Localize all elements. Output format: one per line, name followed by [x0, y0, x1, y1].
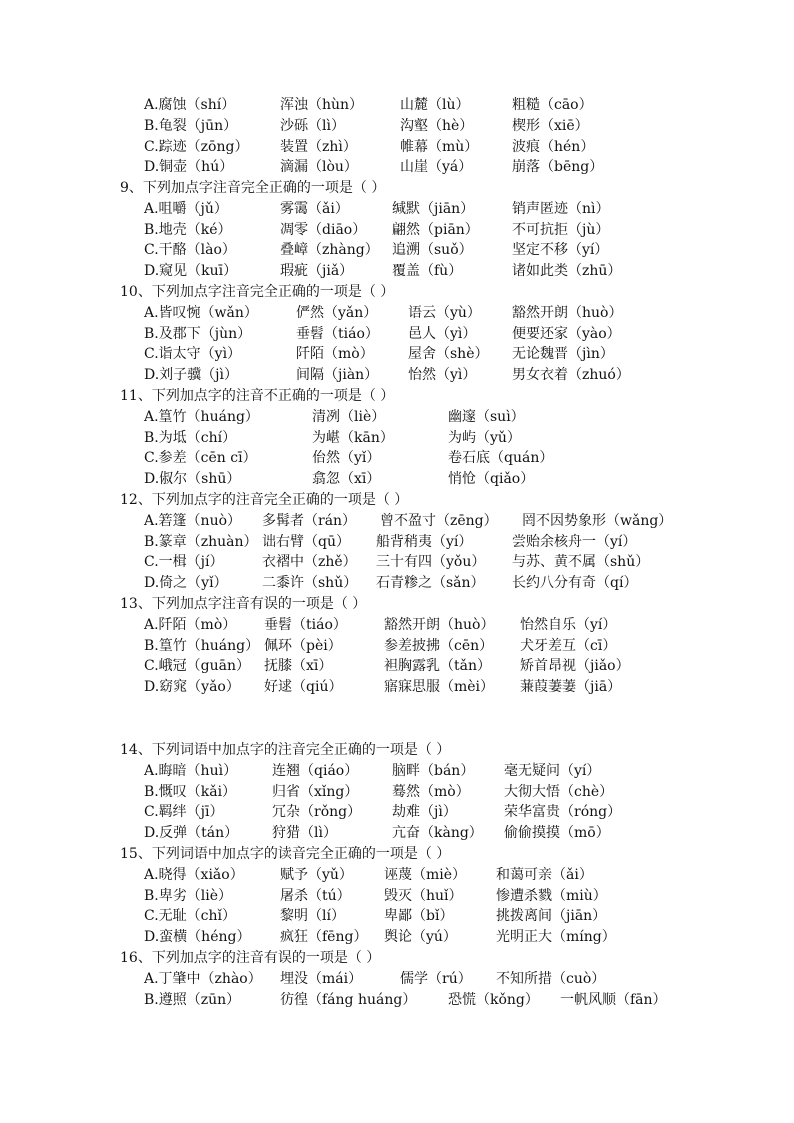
- option-d-word-4: 诸如此类（zhū）: [512, 263, 622, 280]
- option-b-word-1: B.篆章（zhuàn）: [144, 533, 258, 550]
- option-b-word-1: B.遵照（zūn）: [144, 991, 241, 1008]
- option-b: [0, 532, 794, 553]
- question-block-12: [0, 490, 794, 594]
- option-a-word-4: 罔不因势象形（wǎng）: [522, 512, 673, 529]
- option-d-word-1: D.窈窕（yǎo）: [144, 679, 240, 696]
- option-c: [0, 802, 794, 823]
- option-b-word-4: 不可抗拒（jù）: [512, 221, 610, 238]
- option-b-word-3: 翩然（piān）: [392, 221, 479, 238]
- option-c: [0, 906, 794, 927]
- option-d-word-2: 翕忽（xī）: [312, 471, 381, 488]
- option-a-word-3: 脑畔（bán）: [392, 762, 475, 779]
- option-c-word-3: 帷幕（mù）: [400, 138, 479, 155]
- option-d-word-2: 二黍许（shǔ）: [262, 575, 358, 592]
- option-c-word-1: C.踪迹（zōng）: [144, 138, 249, 155]
- option-a-word-4: 销声匿迹（nì）: [512, 200, 610, 217]
- option-c: [0, 552, 794, 573]
- option-a-word-4: 不知所措（cuò）: [496, 970, 606, 987]
- option-b-word-3: 为屿（yǔ）: [448, 429, 521, 446]
- option-b-word-4: 一帆风顺（fān）: [560, 991, 667, 1008]
- option-d-word-4: 蒹葭萋萋（jiā）: [520, 679, 622, 696]
- option-b-word-2: 凋零（diāo）: [280, 221, 367, 238]
- option-c-word-1: C.参差（cēn cī）: [144, 450, 257, 467]
- option-a-word-3: 诬蔑（miè）: [384, 866, 467, 883]
- option-a-word-2: 埋没（mái）: [280, 970, 363, 987]
- option-b-word-3: 沟壑（hè）: [400, 117, 474, 134]
- option-d-word-2: 好逑（qiú）: [264, 679, 343, 696]
- option-d-word-2: 滴漏（lòu）: [280, 159, 358, 176]
- option-d-word-1: D.俶尔（shū）: [144, 471, 241, 488]
- option-a-word-1: A.篁竹（huáng）: [144, 408, 259, 425]
- option-d: [0, 261, 794, 282]
- question-stem: 9、下列加点字注音完全正确的一项是（ ）: [120, 180, 386, 196]
- option-d-word-1: D.铜壶（hú）: [144, 159, 234, 176]
- option-d-word-3: 寤寐思服（mèi）: [384, 679, 495, 696]
- option-c-word-3: 卷石底（quán）: [448, 450, 554, 467]
- option-b-word-4: 大彻大悟（chè）: [504, 783, 614, 800]
- option-d-word-4: 长约八分有奇（qí）: [512, 575, 638, 592]
- question-block-14: [0, 740, 794, 844]
- option-a-word-1: A.晓得（xiǎo）: [144, 866, 244, 883]
- option-b-word-1: B.及郡下（jùn）: [144, 325, 252, 342]
- option-d-word-3: 亢奋（kàng）: [392, 825, 483, 842]
- option-b: [0, 324, 794, 345]
- option-d-word-3: 怡然（yì）: [408, 367, 477, 384]
- option-a-word-3: 幽邃（suì）: [448, 408, 525, 425]
- option-b-word-1: B.地壳（ké）: [144, 221, 232, 238]
- option-b-word-1: B.卑劣（liè）: [144, 887, 232, 904]
- option-b: [0, 886, 794, 907]
- option-a-word-1: A.阡陌（mò）: [144, 616, 237, 633]
- option-a-word-2: 多髯者（rán）: [262, 512, 357, 529]
- option-a: [0, 303, 794, 324]
- option-b: [0, 990, 794, 1011]
- option-c-word-2: 衣褶中（zhě）: [262, 554, 357, 571]
- option-a-word-3: 儒学（rú）: [400, 970, 472, 987]
- question-stem: 12、下列加点字的注音完全正确的一项是（ ）: [120, 492, 409, 508]
- option-a-word-4: 豁然开朗（huò）: [512, 304, 623, 321]
- question-block-11: [0, 386, 794, 490]
- option-d: [0, 469, 794, 490]
- option-c-word-1: C.无耻（chǐ）: [144, 908, 236, 925]
- question-stem: 16、下列加点字的注音有误的一项是（ ）: [120, 950, 381, 966]
- option-c-word-2: 阡陌（mò）: [296, 346, 374, 363]
- option-d-word-1: D.蛮横（héng）: [144, 929, 251, 946]
- question-stem: 13、下列加点字注音有误的一项是（ ）: [120, 596, 367, 612]
- option-a-word-3: 缄默（jiān）: [392, 200, 475, 217]
- option-c: [0, 344, 794, 365]
- option-a-word-2: 清冽（liè）: [312, 408, 386, 425]
- option-c-word-2: 冗杂（rǒng）: [272, 804, 362, 821]
- option-c-word-2: 叠嶂（zhàng）: [280, 242, 379, 259]
- option-a-word-3: 豁然开朗（huò）: [384, 616, 495, 633]
- option-d-word-2: 间隔（jiàn）: [296, 367, 379, 384]
- option-c-word-1: C.羁绊（jī）: [144, 804, 224, 821]
- option-c-word-2: 黎明（lí）: [280, 908, 345, 925]
- option-a-word-4: 毫无疑问（yí）: [504, 762, 601, 779]
- option-b-word-2: 沙砾（lì）: [280, 117, 345, 134]
- option-a: [0, 969, 794, 990]
- option-b-word-3: 恐慌（kǒng）: [448, 991, 539, 1008]
- option-b-word-1: B.龟裂（jūn）: [144, 117, 238, 134]
- option-a: [0, 865, 794, 886]
- option-b-word-3: 毁灭（huǐ）: [384, 887, 463, 904]
- option-a-word-3: 语云（yù）: [408, 304, 481, 321]
- question-stem: 11、下列加点字的注音不正确的一项是（ ）: [120, 388, 395, 404]
- option-c: [0, 240, 794, 261]
- option-b-word-3: 参差披拂（cēn）: [384, 637, 494, 654]
- option-c-word-4: 无论魏晋（jìn）: [512, 346, 614, 363]
- option-d-word-4: 崩落（bēng）: [512, 159, 604, 176]
- option-b: [0, 220, 794, 241]
- option-a: [0, 615, 794, 636]
- option-b-word-1: B.篁竹（huáng）: [144, 637, 260, 654]
- option-d-word-2: 疯狂（fēng）: [280, 929, 368, 946]
- option-d-word-1: D.倚之（yǐ）: [144, 575, 228, 592]
- option-a-word-1: A.咀嚼（jǔ）: [144, 200, 228, 217]
- option-b: [0, 636, 794, 657]
- option-c-word-4: 与苏、黄不属（shǔ）: [512, 554, 650, 571]
- option-d-word-1: D.窥见（kuī）: [144, 263, 238, 280]
- question-block-10: [0, 282, 794, 386]
- option-d-word-3: 悄怆（qiǎo）: [448, 471, 535, 488]
- option-b-word-2: 屠杀（tú）: [280, 887, 351, 904]
- option-d-word-1: D.刘子骥（jì）: [144, 367, 238, 384]
- option-a: [0, 761, 794, 782]
- option-b-word-4: 惨遭杀戮（miù）: [496, 887, 607, 904]
- option-a-word-2: 浑浊（hùn）: [280, 97, 364, 113]
- option-b-word-2: 诎右臂（qū）: [262, 533, 350, 550]
- option-c-word-4: 荣华富贵（róng）: [504, 804, 622, 821]
- option-b-word-1: B.慨叹（kǎi）: [144, 783, 237, 800]
- option-b-word-2: 归省（xǐng）: [272, 783, 359, 800]
- option-a-word-4: 和蔼可亲（ǎi）: [496, 866, 593, 883]
- option-b-word-2: 垂髫（tiáo）: [296, 325, 379, 342]
- option-a-word-3: 山麓（lù）: [400, 97, 470, 113]
- option-c-word-4: 挑拨离间（jiān）: [496, 908, 607, 925]
- option-c-word-2: 装置（zhì）: [280, 138, 357, 155]
- option-a-word-4: 怡然自乐（yí）: [520, 616, 617, 633]
- option-b-word-3: 蓦然（mò）: [392, 783, 470, 800]
- option-c-word-3: 三十有四（yǒu）: [376, 554, 486, 571]
- option-a: [0, 511, 794, 532]
- option-b-word-2: 彷徨（fáng huáng）: [280, 991, 417, 1008]
- question-stem: 10、下列加点字注音完全正确的一项是（ ）: [120, 284, 395, 300]
- question-stem: 15、下列词语中加点字的读音完全正确的一项是（ ）: [120, 846, 451, 862]
- option-d: [0, 677, 794, 698]
- option-a-word-4: 粗糙（cāo）: [512, 97, 593, 113]
- option-c-word-3: 屋舍（shè）: [408, 346, 489, 363]
- option-a-word-2: 赋予（yǔ）: [280, 866, 353, 883]
- option-b: [0, 782, 794, 803]
- option-b-word-3: 船背稍夷（yí）: [376, 533, 473, 550]
- option-d-word-4: 偷偷摸摸（mō）: [504, 825, 610, 842]
- option-a-word-3: 曾不盈寸（zēng）: [380, 512, 498, 529]
- option-c-word-3: 追溯（suǒ）: [392, 242, 473, 259]
- option-d: [0, 823, 794, 844]
- option-c-word-2: 佁然（yǐ）: [312, 450, 381, 467]
- option-d-word-2: 狩猎（lì）: [272, 825, 337, 842]
- option-d-word-2: 瑕疵（jiǎ）: [280, 263, 354, 280]
- option-b-word-3: 邑人（yì）: [408, 325, 477, 342]
- option-b: [0, 428, 794, 449]
- option-c-word-3: 卑鄙（bǐ）: [384, 908, 454, 925]
- option-b-word-2: 为嵁（kān）: [312, 429, 394, 446]
- question-block-9: [0, 178, 794, 282]
- question-block-13: [0, 594, 794, 698]
- option-b-word-1: B.为坻（chí）: [144, 429, 237, 446]
- option-b-word-4: 尝贻余核舟一（yí）: [512, 533, 637, 550]
- option-b-word-4: 犬牙差互（cī）: [520, 637, 617, 654]
- option-a-word-1: A.晦暗（huì）: [144, 762, 238, 779]
- option-d-word-3: 舆论（yú）: [384, 929, 457, 946]
- option-a: [0, 199, 794, 220]
- option-a-word-1: A.丁肇中（zhào）: [144, 970, 262, 987]
- option-c-word-1: C.峨冠（guān）: [144, 658, 251, 675]
- option-a-word-1: A.皆叹惋（wǎn）: [144, 304, 258, 321]
- option-c-word-1: C.诣太守（yì）: [144, 346, 242, 363]
- option-b-word-4: 便要还家（yào）: [512, 325, 621, 342]
- option-d-word-3: 石青糁之（sǎn）: [376, 575, 485, 592]
- option-a: [0, 95, 794, 116]
- option-c-word-4: 坚定不移（yí）: [512, 242, 609, 259]
- option-a-word-2: 雾霭（ǎi）: [280, 200, 349, 217]
- option-d: [0, 573, 794, 594]
- option-d: [0, 157, 794, 178]
- question-block-16: [0, 948, 794, 1010]
- option-b: [0, 116, 794, 137]
- option-d: [0, 927, 794, 948]
- option-a-word-2: 俨然（yǎn）: [296, 304, 378, 321]
- option-b-word-4: 楔形（xiē）: [512, 117, 589, 134]
- option-d-word-3: 覆盖（fù）: [392, 263, 463, 280]
- option-a: [0, 407, 794, 428]
- option-a-word-1: A.腐蚀（shí）: [144, 97, 236, 113]
- option-c-word-1: C.干酪（lào）: [144, 242, 236, 259]
- option-c-word-3: 袒胸露乳（tǎn）: [384, 658, 491, 675]
- option-c: [0, 448, 794, 469]
- option-c: [0, 137, 794, 158]
- option-c-word-4: 矫首昂视（jiǎo）: [520, 658, 630, 675]
- option-c-word-1: C.一楫（jí）: [144, 554, 224, 571]
- question-block-15: [0, 844, 794, 948]
- option-d-word-4: 光明正大（míng）: [496, 929, 616, 946]
- option-d-word-4: 男女衣着（zhuó）: [512, 367, 630, 384]
- question-block-8: [0, 95, 794, 178]
- option-a-word-1: A.箬篷（nuò）: [144, 512, 242, 529]
- option-d-word-1: D.反弹（tán）: [144, 825, 239, 842]
- option-a-word-2: 垂髫（tiáo）: [264, 616, 347, 633]
- option-c-word-2: 抚膝（xī）: [264, 658, 333, 675]
- option-c: [0, 656, 794, 677]
- option-a-word-2: 连翘（qiáo）: [272, 762, 359, 779]
- option-b-word-2: 佩环（pèi）: [264, 637, 342, 654]
- option-d: [0, 365, 794, 386]
- question-stem: 14、下列词语中加点字的注音完全正确的一项是（ ）: [120, 742, 451, 758]
- option-d-word-3: 山崖（yá）: [400, 159, 473, 176]
- option-c-word-3: 劫难（jì）: [392, 804, 457, 821]
- option-c-word-4: 波痕（hén）: [512, 138, 595, 155]
